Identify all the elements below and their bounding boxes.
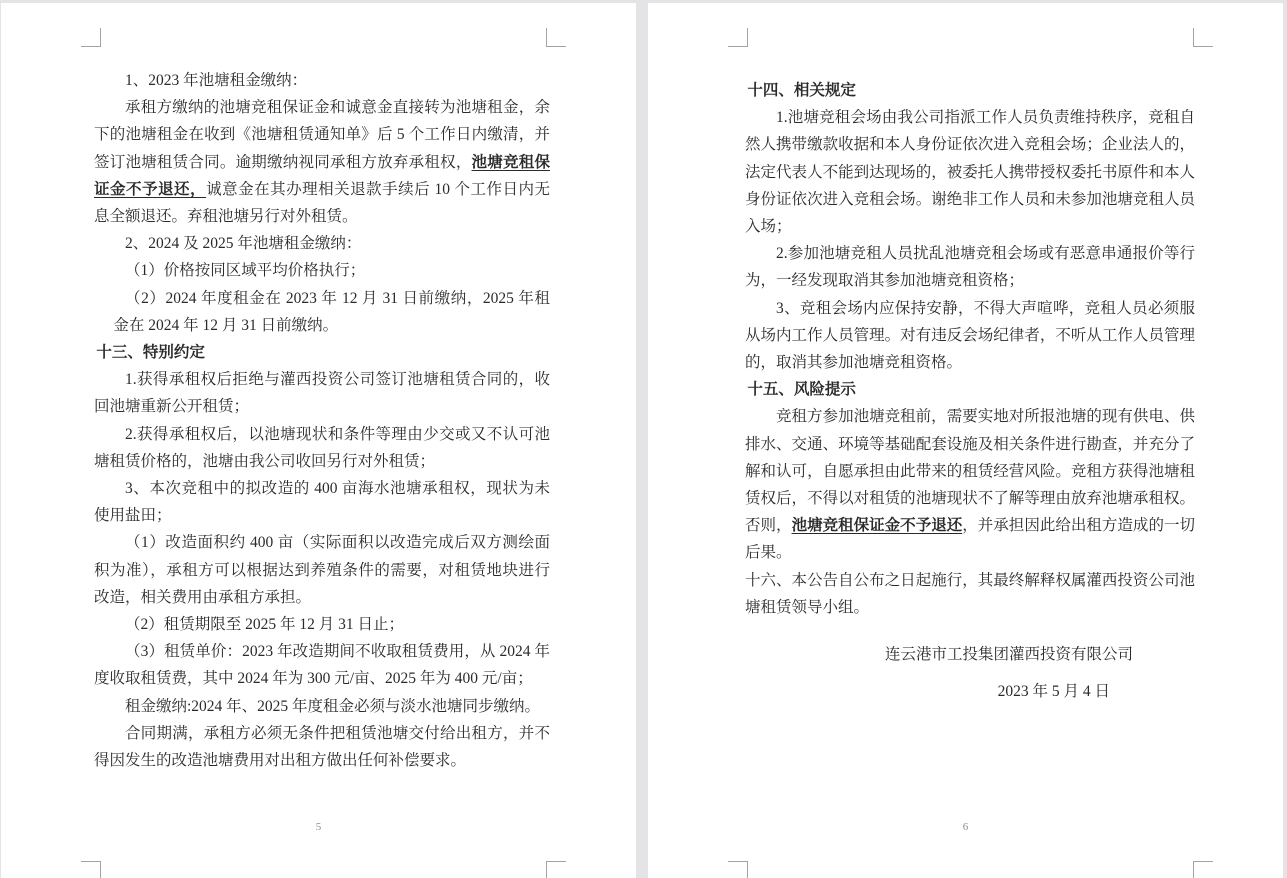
text-segment: ，并承担因此给出租方造成的一切后果。 <box>745 517 1195 562</box>
crop-mark-bottom-right-icon <box>1193 861 1213 878</box>
paragraph: 合同期满，承租方必须无条件把租赁池塘交付给出租方，并不得因发生的改造池塘费用对出租方做出任何补偿要求。 <box>94 724 550 770</box>
paragraph <box>745 403 1195 566</box>
paragraph <box>94 94 550 230</box>
paragraph: 1.获得承租权后拒绝与灌西投资公司签订池塘租赁合同的，收回池塘重新公开租赁； <box>94 371 550 416</box>
emphasis-underlined-text: 池塘竞租保证金不予退还， <box>94 153 550 198</box>
document-page-right <box>648 3 1283 878</box>
paragraph: 2.参加池塘竞租人员扰乱池塘竞租会场或有恶意串通报价等行为，一经发现取消其参加池塘竞租资格； <box>745 245 1195 290</box>
signature-company: 连云港市工投集团灌西投资有限公司 <box>884 646 1133 664</box>
section-heading-14: 十四、相关规定 <box>747 82 856 99</box>
crop-mark-bottom-left-icon <box>728 861 748 878</box>
paragraph: 1、2023 年池塘租金缴纳： <box>125 72 308 89</box>
paragraph: 2、2024 及 2025 年池塘租金缴纳： <box>125 235 362 253</box>
page-number: 5 <box>315 821 322 833</box>
page-number: 6 <box>962 821 969 833</box>
paragraph: （2）租赁期限至 2025 年 12 月 31 日止； <box>125 616 405 634</box>
page-6-content <box>648 3 1283 705</box>
document-page-left <box>1 3 636 878</box>
emphasis-underlined-text: 池塘竞租保证金不予退还 <box>791 517 963 535</box>
text-segment: 诚意金在其办理相关退款手续后 10 个工作日内无息全额退还。弃租池塘另行对外租赁。 <box>94 180 550 226</box>
paragraph: （1）改造面积约 400 亩（实际面积以改造完成后双方测绘面积为准），承租方可以根据达到养殖条件的需要，对租赁地块进行改造，相关费用由承租方承担。 <box>94 534 550 606</box>
text-segment: 竞租方参加池塘竞租前，需要实地对所报池塘的现有供电、供排水、交通、环境等基础配套设施及相关条件进行勘查，并充分了解和认可，自愿承担由此带来的租赁经营风险。竞租方获得池塘租赁权后，不得以对租赁的池塘现状不了解等理由放弃池塘承租权。否则， <box>745 408 1195 535</box>
crop-mark-bottom-right-icon <box>546 861 566 878</box>
section-heading-13: 十三、特别约定 <box>96 344 205 362</box>
page-5-content <box>1 3 636 774</box>
paragraph: （2）2024 年度租金在 2023 年 12 月 31 日前缴纳，2025 年租金在 2024 年 12 月 31 日前缴纳。 <box>113 289 550 334</box>
crop-mark-bottom-left-icon <box>81 861 101 878</box>
paragraph: （1）价格按同区域平均价格执行； <box>125 262 366 280</box>
section-heading-15: 十五、风险提示 <box>747 381 856 399</box>
paragraph: （3）租赁单价：2023 年改造期间不收取租赁费用，从 2024 年度收取租赁费，其中 2024 年为 300 元/亩、2025 年为 400 元/亩； <box>94 643 550 688</box>
paragraph: 3、本次竞租中的拟改造的 400 亩海水池塘承租权，现状为未使用盐田； <box>94 480 550 525</box>
paragraph: 2.获得承租权后，以池塘现状和条件等理由少交或又不认可池塘租赁价格的，池塘由我公司收回另行对外租赁； <box>94 425 550 470</box>
signature-date: 2023 年 5 月 4 日 <box>997 683 1110 701</box>
text-segment: 承租方缴纳的池塘竞租保证金和诚意金直接转为池塘租金，余下的池塘租金在收到《池塘租赁通知单》后 5 个工作日内缴清，并签订池塘租赁合同。逾期缴纳视同承租方放弃承租权， <box>94 99 550 171</box>
paragraph: 3、竞租会场内应保持安静，不得大声喧哗，竞租人员必须服从场内工作人员管理。对有违反会场纪律者，不听从工作人员管理的，取消其参加池塘竞租资格。 <box>745 299 1195 372</box>
paragraph-section-16: 十六、本公告自公布之日起施行，其最终解释权属灌西投资公司池塘租赁领导小组。 <box>745 571 1195 616</box>
paragraph: 1.池塘竞租会场由我公司指派工作人员负责维持秩序，竞租自然人携带缴款收据和本人身份证依次进入竞租会场；企业法人的，法定代表人不能到达现场的，被委托人携带授权委托书原件和本人身份证依次进入竞租会场。谢绝非工作人员和未参加池塘竞租人员入场； <box>745 109 1195 236</box>
paragraph: 租金缴纳:2024 年、2025 年度租金必须与淡水池塘同步缴纳。 <box>125 697 541 715</box>
